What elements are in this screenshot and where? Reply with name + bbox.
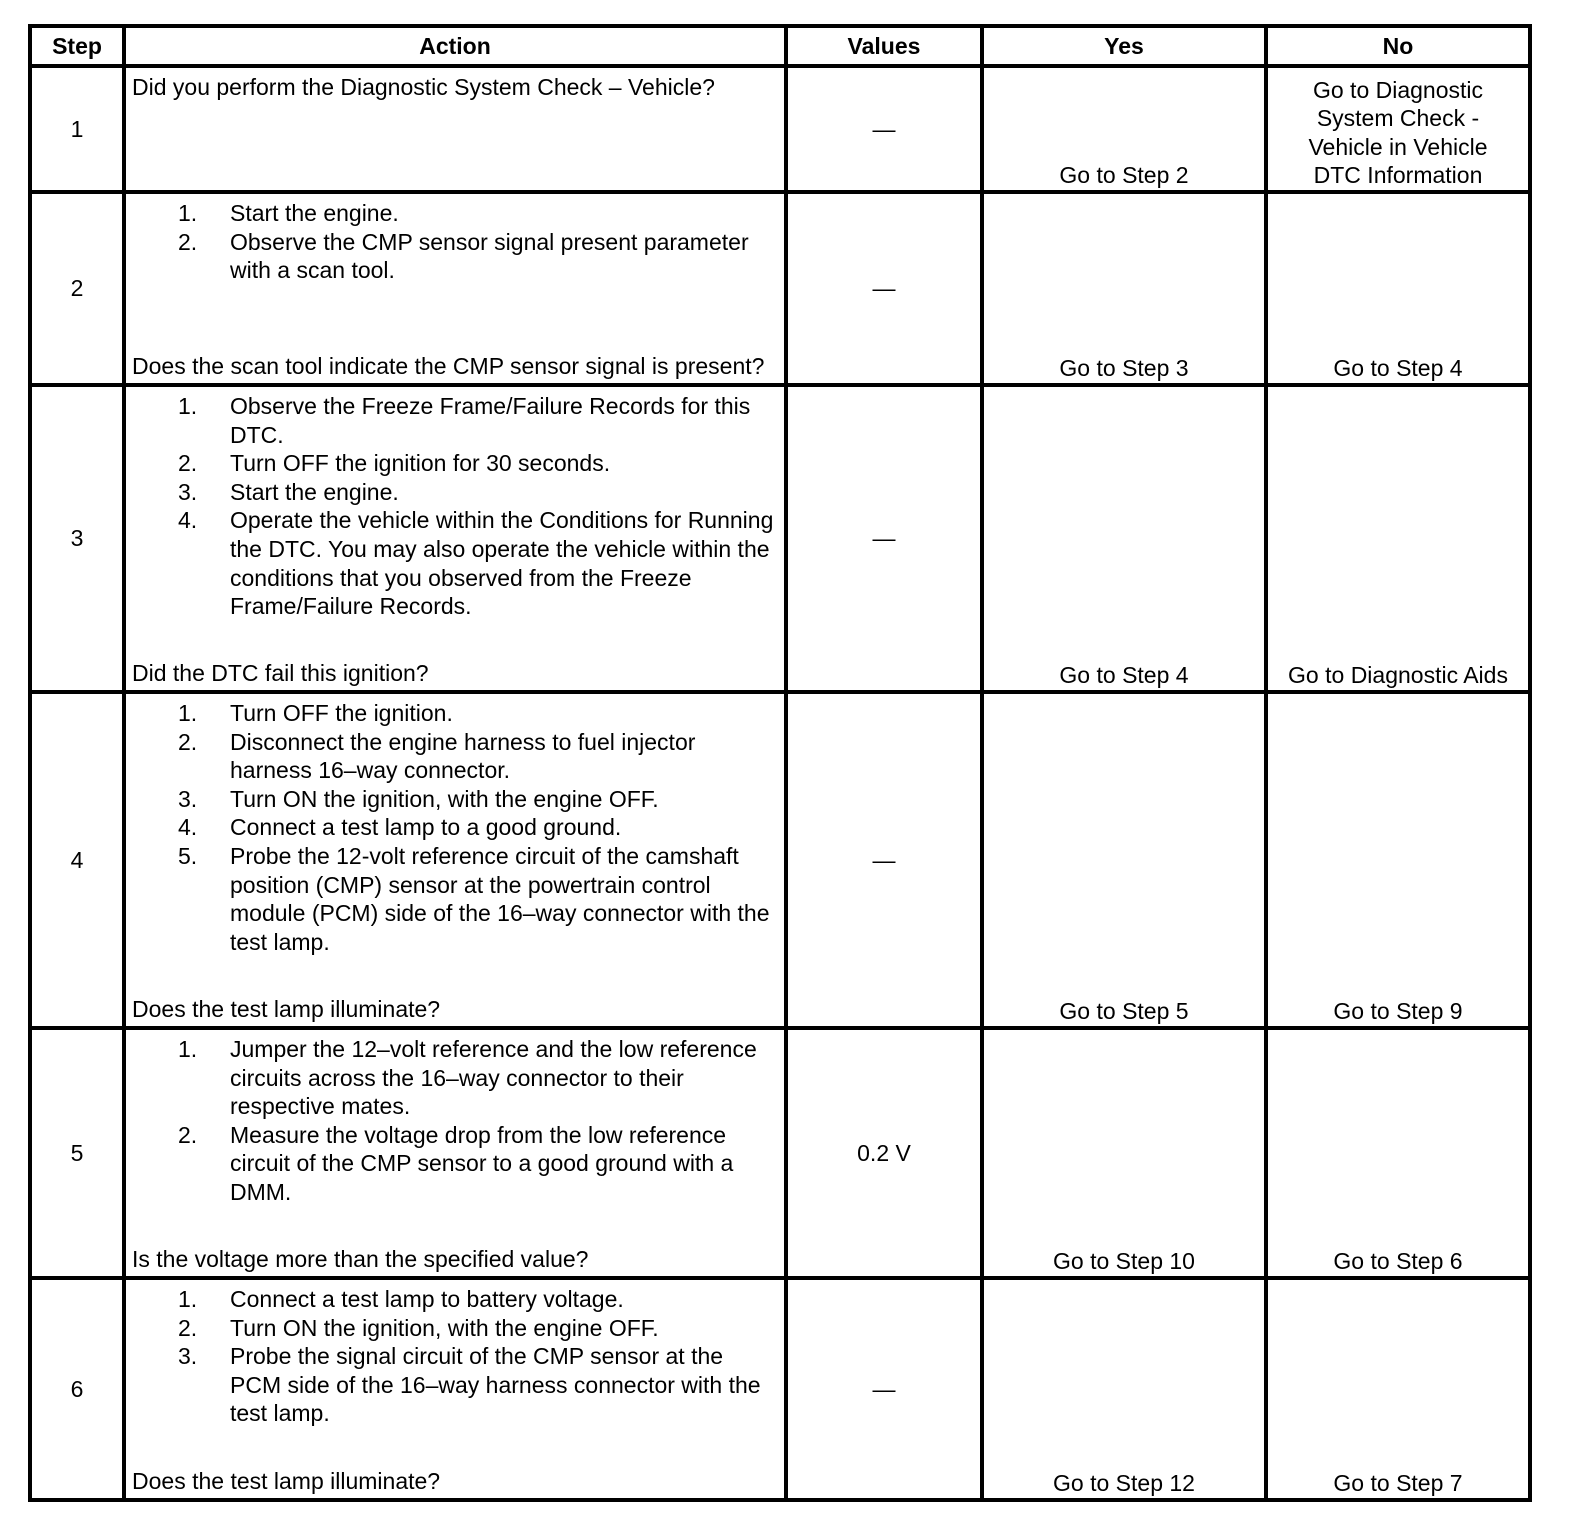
action-question: Did the DTC fail this ignition? <box>132 660 429 687</box>
action-step: 4. Connect a test lamp to a good ground. <box>178 814 622 841</box>
action-step: 1. Connect a test lamp to battery voltage. <box>178 1286 624 1312</box>
action-question: Does the scan tool indicate the CMP sensor signal is present? <box>132 353 765 380</box>
step-number: 2 <box>30 192 124 385</box>
table-row <box>30 385 1530 692</box>
step-number: 6 <box>30 1278 124 1500</box>
action-steps <box>132 1035 780 1207</box>
action-cell <box>124 385 786 692</box>
diagnostic-table <box>28 24 1532 1502</box>
value-cell: — <box>786 692 982 1028</box>
header-no: No <box>1266 26 1530 66</box>
action-steps <box>132 392 780 621</box>
action-step: 2. Observe the CMP sensor signal present parameter with a scan tool. <box>178 228 749 284</box>
action-step: 1. Start the engine. <box>178 200 399 226</box>
value-cell: — <box>786 385 982 692</box>
action-step: 4. Operate the vehicle within the Conditions for Running the DTC. You may also operate the vehicle within the conditions that you observed from the Freeze Frame/Failure Records. <box>178 507 774 620</box>
no-cell: Go to Step 6 <box>1266 1028 1530 1278</box>
action-step: 1. Observe the Freeze Frame/Failure Records for this DTC. <box>178 393 751 448</box>
action-step: 2. Disconnect the engine harness to fuel injector harness 16–way connector. <box>178 728 696 784</box>
no-cell: Go to Diagnostic System Check - Vehicle in Vehicle DTC Information <box>1266 66 1530 192</box>
header-yes: Yes <box>982 26 1266 66</box>
value-cell: — <box>786 66 982 192</box>
action-step: 3. Probe the signal circuit of the CMP sensor at the PCM side of the 16–way harness connector with the test lamp. <box>178 1343 761 1427</box>
header-step: Step <box>30 26 124 66</box>
no-cell: Go to Step 7 <box>1266 1278 1530 1500</box>
value-cell: — <box>786 1278 982 1500</box>
yes-cell: Go to Step 10 <box>982 1028 1266 1278</box>
step-number: 4 <box>30 692 124 1028</box>
action-cell <box>124 692 786 1028</box>
action-steps <box>132 699 780 956</box>
step-number: 5 <box>30 1028 124 1278</box>
yes-cell: Go to Step 12 <box>982 1278 1266 1500</box>
value-cell: — <box>786 192 982 385</box>
action-question: Does the test lamp illuminate? <box>132 1468 441 1495</box>
yes-cell: Go to Step 4 <box>982 385 1266 692</box>
action-cell <box>124 66 786 192</box>
action-step: 2. Measure the voltage drop from the low reference circuit of the CMP sensor to a good ground with a DMM. <box>178 1121 734 1205</box>
no-cell: Go to Step 4 <box>1266 192 1530 385</box>
step-number: 1 <box>30 66 124 192</box>
action-step: 3. Turn ON the ignition, with the engine OFF. <box>178 785 659 812</box>
table-row <box>30 192 1530 385</box>
action-question: Does the test lamp illuminate? <box>132 996 441 1023</box>
action-steps <box>132 199 780 285</box>
action-cell <box>124 192 786 385</box>
no-cell: Go to Diagnostic Aids <box>1266 385 1530 692</box>
yes-cell: Go to Step 5 <box>982 692 1266 1028</box>
action-step: 2. Turn ON the ignition, with the engine OFF. <box>178 1314 659 1341</box>
table-row <box>30 66 1530 192</box>
action-cell <box>124 1028 786 1278</box>
action-step: 1. Jumper the 12–volt reference and the low reference circuits across the 16–way connector to their respective mates. <box>178 1036 757 1120</box>
table-row <box>30 692 1530 1028</box>
action-question: Did you perform the Diagnostic System Check – Vehicle? <box>132 74 715 100</box>
action-step: 3. Start the engine. <box>178 478 399 505</box>
table-row <box>30 1278 1530 1500</box>
step-number: 3 <box>30 385 124 692</box>
value-cell: 0.2 V <box>786 1028 982 1278</box>
action-cell <box>124 1278 786 1500</box>
header-action: Action <box>124 26 786 66</box>
yes-cell: Go to Step 3 <box>982 192 1266 385</box>
action-step: 2. Turn OFF the ignition for 30 seconds. <box>178 450 611 477</box>
table-row <box>30 1028 1530 1278</box>
yes-cell: Go to Step 2 <box>982 66 1266 192</box>
action-step: 5. Probe the 12-volt reference circuit of the camshaft position (CMP) sensor at the powertrain control module (PCM) side of the 16–way connector with the test lamp. <box>178 842 770 955</box>
header-row <box>30 26 1530 66</box>
action-question: Is the voltage more than the specified value? <box>132 1246 589 1273</box>
action-steps <box>132 1285 780 1428</box>
no-cell: Go to Step 9 <box>1266 692 1530 1028</box>
action-step: 1. Turn OFF the ignition. <box>178 700 453 726</box>
header-values: Values <box>786 26 982 66</box>
